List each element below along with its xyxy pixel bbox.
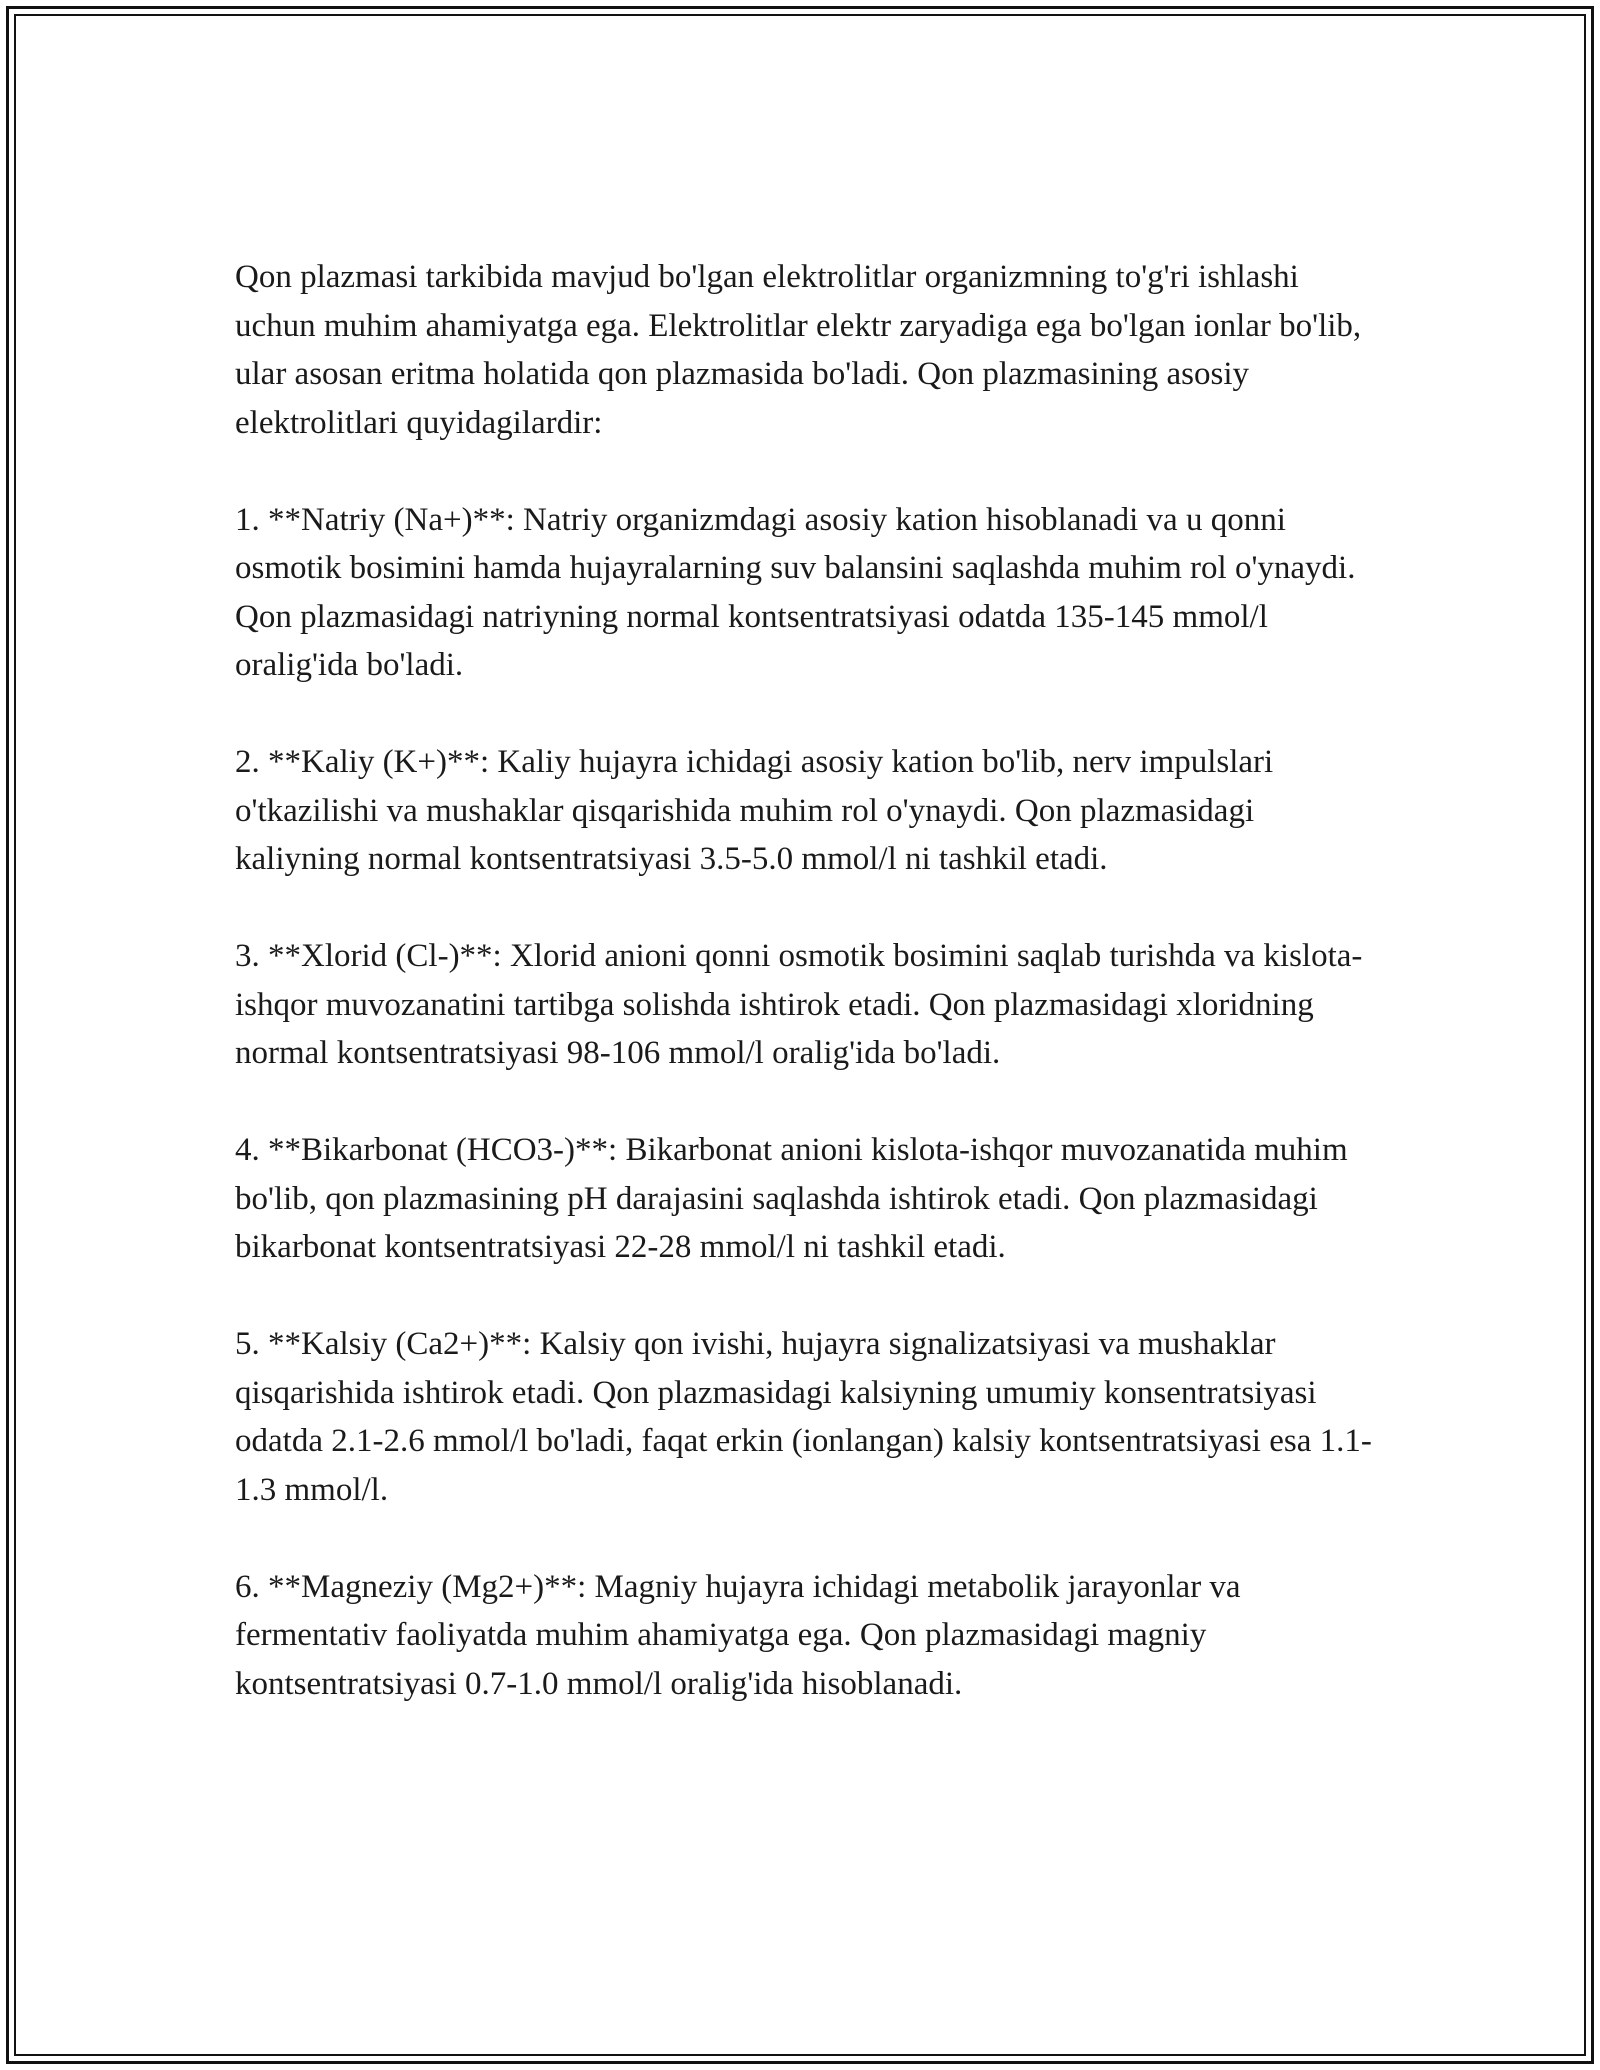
document-body [235, 253, 1385, 1757]
list-item-xlorid: 3. **Xlorid (Cl-)**: Xlorid anioni qonni osmotik bosimini saqlab turishda va kislota-ishqor muvozanatini tartibga solishda ishtirok etadi. Qon plazmasidagi xloridning normal kontsentratsiyasi 98-106 mmol/l oralig'ida bo'ladi. [235, 938, 1363, 1071]
list-item-magneziy: 6. **Magneziy (Mg2+)**: Magniy hujayra ichidagi metabolik jarayonlar va fermentativ faoliyatda muhim ahamiyatga ega. Qon plazmasidagi magniy kontsentratsiyasi 0.7-1.0 mmol/l oralig'ida hisoblanadi. [235, 1568, 1241, 1702]
list-item-kalsiy: 5. **Kalsiy (Ca2+)**: Kalsiy qon ivishi, hujayra signalizatsiyasi va mushaklar qisqarishida ishtirok etadi. Qon plazmasidagi kalsiyning umumiy konsentratsiyasi odatda 2.1-2.6 mmol/l bo'ladi, faqat erkin (ionlangan) kalsiy kontsentratsiyasi esa 1.1-1.3 mmol/l. [235, 1326, 1372, 1508]
list-item-bikarbonat: 4. **Bikarbonat (HCO3-)**: Bikarbonat anioni kislota-ishqor muvozanatida muhim bo'lib, qon plazmasining pH darajasini saqlashda ishtirok etadi. Qon plazmasidagi bikarbonat kontsentratsiyasi 22-28 mmol/l ni tashkil etadi. [235, 1132, 1348, 1265]
list-item-kaliy: 2. **Kaliy (K+)**: Kaliy hujayra ichidagi asosiy kation bo'lib, nerv impulslari o'tkazilishi va mushaklar qisqarishida muhim rol o'ynaydi. Qon plazmasidagi kaliyning normal kontsentratsiyasi 3.5-5.0 mmol/l ni tashkil etadi. [235, 744, 1274, 877]
list-item-natriy: 1. **Natriy (Na+)**: Natriy organizmdagi asosiy kation hisoblanadi va u qonni osmotik bosimini hamda hujayralarning suv balansini saqlashda muhim rol o'ynaydi. Qon plazmasidagi natriyning normal kontsentratsiyasi odatda 135-145 mmol/l oralig'ida bo'ladi. [235, 501, 1356, 683]
intro-paragraph: Qon plazmasi tarkibida mavjud bo'lgan elektrolitlar organizmning to'g'ri ishlashi uchun muhim ahamiyatga ega. Elektrolitlar elektr zaryadiga ega bo'lgan ionlar bo'lib, ular asosan eritma holatida qon plazmasida bo'ladi. Qon plazmasining asosiy elektrolitlari quyidagilardir: [235, 259, 1362, 441]
